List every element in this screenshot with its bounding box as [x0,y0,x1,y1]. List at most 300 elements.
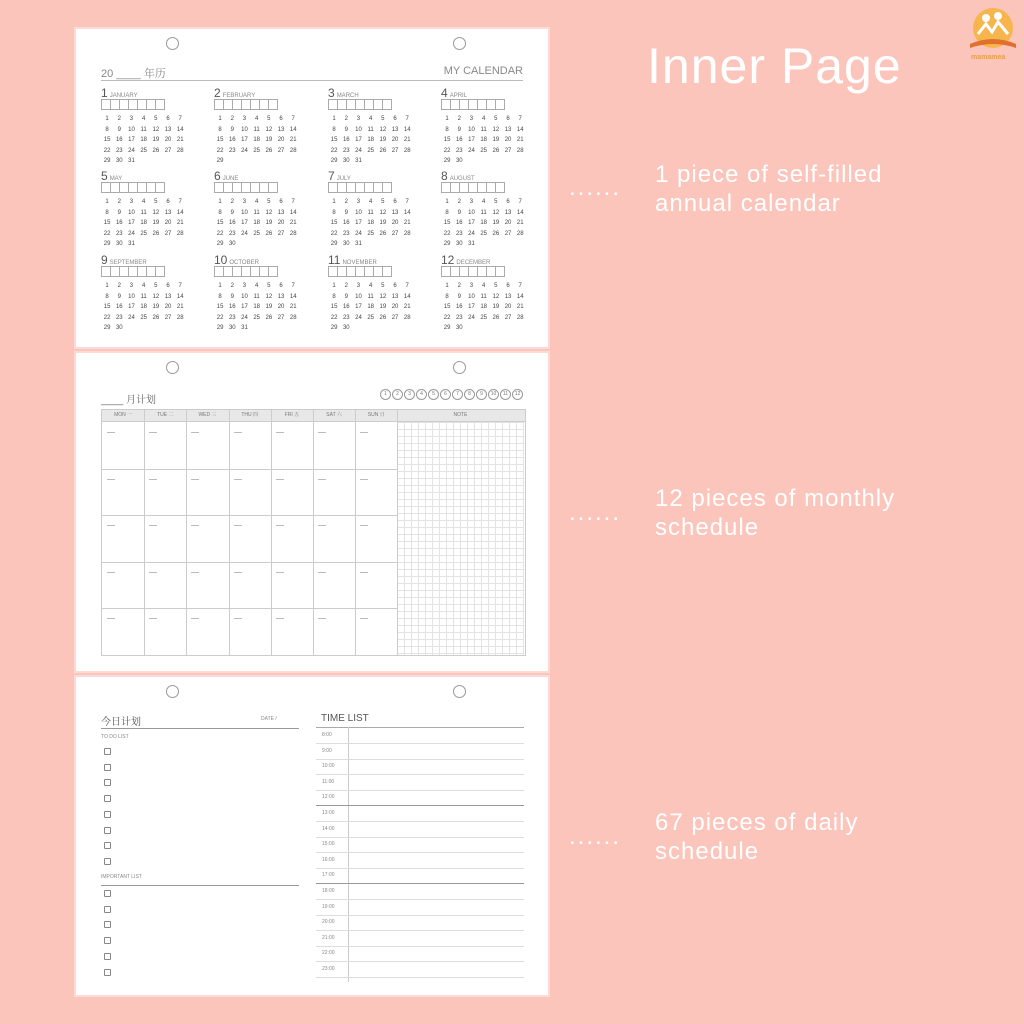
day-number: 23 [115,314,123,321]
grid-column-line [186,410,187,655]
time-row-line [316,743,524,744]
day-number: 28 [289,230,297,237]
month-name: APRIL [449,93,468,99]
day-number: 24 [128,147,135,154]
day-number: 10 [355,126,362,133]
monthly-grid [101,409,526,656]
fill-in-boxes [101,266,191,278]
day-number: 26 [152,147,160,154]
day-number: 17 [241,304,248,310]
month-circle: 3 [404,389,415,400]
day-number: 12 [152,293,160,300]
month-heading [214,251,304,267]
month-circle: 12 [512,389,523,400]
day-number: 21 [176,220,184,226]
day-number: 24 [128,230,135,237]
fill-box [268,266,278,277]
day-number: 29 [216,158,224,164]
day-number: 15 [443,304,451,310]
day-number: 1 [218,199,222,205]
month-name: OCTOBER [229,260,259,266]
date-dash [149,525,157,526]
date-dash [360,432,368,433]
day-number: 3 [469,199,474,205]
day-number: 10 [355,293,362,300]
day-number: 10 [241,293,248,300]
day-number: 22 [443,147,451,154]
day-numbers [328,198,418,249]
month-name: FEBRUARY [222,93,256,99]
day-number: 9 [344,293,348,300]
day-numbers [441,198,531,249]
fill-box [155,99,165,110]
day-number: 8 [218,209,222,216]
day-number: 22 [103,314,111,321]
day-number: 12 [152,126,160,133]
day-numbers [441,282,531,333]
day-number: 1 [445,199,449,205]
fill-in-boxes [214,182,304,194]
day-number: 23 [228,147,236,154]
day-number: 18 [480,220,487,226]
fill-box [268,99,278,110]
month-circle: 8 [464,389,475,400]
date-dash [360,479,368,480]
day-number: 19 [492,137,500,143]
day-number: 19 [265,137,273,143]
month-block [441,251,531,333]
time-row-line [316,977,524,978]
time-row-line [316,852,524,853]
day-number: 6 [279,116,283,122]
binder-hole [453,37,466,50]
caption-daily [655,808,858,866]
day-number: 8 [332,126,336,133]
month-name: DECEMBER [456,260,491,266]
todo-label: TO DO LIST [101,734,129,740]
grid-column-line [229,410,230,655]
day-number: 27 [164,314,172,321]
day-number: 11 [367,209,374,216]
day-number: 21 [403,137,411,143]
day-number: 28 [403,230,411,237]
day-number: 25 [367,314,374,321]
day-number: 1 [445,116,449,122]
day-number: 30 [342,158,350,164]
day-number: 8 [105,209,109,216]
month-name: MAY [109,176,123,182]
grid-row-line [102,469,397,470]
month-heading [214,167,304,183]
todo-checkbox [104,842,111,849]
day-number: 20 [504,220,512,226]
day-number: 14 [403,126,411,133]
day-number: 5 [494,199,498,205]
monthly-schedule-page [76,353,548,671]
my-calendar-label: MY CALENDAR [443,65,523,77]
day-number: 5 [154,283,158,289]
day-number: 18 [140,220,147,226]
day-number: 9 [117,293,121,300]
weekday-label: FRI 五 [284,412,300,418]
time-label: 11:00 [322,778,335,785]
annual-calendar-page [76,29,548,347]
day-number: 15 [103,220,111,226]
day-number: 8 [445,126,449,133]
day-number: 20 [164,220,172,226]
day-number: 25 [480,314,487,321]
day-number: 28 [176,147,184,154]
day-number: 9 [457,293,461,300]
day-number: 18 [367,137,374,143]
time-label: 15:00 [322,841,335,848]
caption-line: schedule [655,838,760,865]
day-number: 30 [115,158,123,164]
day-number: 22 [443,314,451,321]
day-number: 13 [164,293,172,300]
note-label: NOTE [453,412,468,418]
day-number: 29 [216,325,224,331]
day-number: 29 [103,325,111,331]
day-number: 7 [178,199,182,205]
month-name: AUGUST [449,176,475,182]
day-number: 2 [117,283,121,289]
day-number: 11 [480,293,487,300]
time-row-line [316,821,524,822]
day-number: 14 [289,293,297,300]
important-checkbox [104,937,111,944]
day-number: 7 [518,283,522,289]
day-number: 26 [492,147,500,154]
day-number: 19 [379,137,387,143]
month-block [101,167,191,249]
month-heading [441,251,531,267]
month-heading [101,84,191,100]
day-number: 14 [289,126,297,133]
day-number: 11 [140,209,147,216]
day-number: 10 [128,293,135,300]
day-number: 19 [379,220,387,226]
day-number: 19 [152,137,160,143]
day-number: 28 [289,147,297,154]
day-number: 30 [228,325,236,331]
month-circle: 6 [440,389,451,400]
day-number: 10 [128,209,135,216]
time-label: 14:00 [322,825,335,832]
day-number: 12 [265,126,273,133]
grid-column-line [313,410,314,655]
day-number: 4 [141,116,146,122]
time-label: 8:00 [322,732,332,738]
fill-in-boxes [441,99,531,111]
day-number: 31 [128,158,135,164]
day-number: 20 [164,304,172,310]
date-dash [234,525,242,526]
month-number: 9 [101,253,108,267]
day-number: 13 [277,209,285,216]
date-dash [318,432,326,433]
grid-column-line [397,410,398,655]
day-number: 17 [355,220,362,226]
day-number: 15 [330,137,338,143]
time-label: 21:00 [322,934,335,941]
day-numbers [441,115,531,166]
date-dash [318,572,326,573]
binder-hole [166,685,179,698]
important-label: IMPORTANT LIST [101,874,142,880]
day-number: 30 [228,241,236,247]
fill-box [382,182,392,193]
day-number: 24 [355,147,362,154]
day-number: 3 [129,116,134,122]
day-number: 16 [455,137,463,143]
date-dash [234,618,242,619]
weekday-label: MON 一 [114,412,133,418]
day-number: 6 [279,199,283,205]
month-block [441,167,531,249]
day-number: 11 [253,126,260,133]
month-circle: 11 [500,389,511,400]
day-numbers [101,115,191,166]
time-row-line [316,915,524,916]
day-number: 10 [241,126,248,133]
day-number: 31 [355,241,362,247]
day-number: 13 [391,209,399,216]
month-name: MARCH [336,93,359,99]
day-number: 22 [216,314,224,321]
day-number: 25 [367,230,374,237]
day-number: 10 [355,209,362,216]
day-number: 5 [154,116,158,122]
date-dash [107,618,115,619]
day-number: 23 [455,230,463,237]
day-number: 26 [492,314,500,321]
day-number: 18 [480,304,487,310]
day-number: 1 [218,283,222,289]
day-number: 6 [393,283,397,289]
day-number: 29 [103,241,111,247]
day-number: 28 [176,314,184,321]
day-number: 21 [289,304,297,310]
day-number: 17 [355,304,362,310]
day-number: 15 [330,220,338,226]
day-number: 13 [504,209,512,216]
day-number: 4 [481,283,486,289]
month-block [101,251,191,333]
grid-column-line [144,410,145,655]
time-row-line [316,790,524,791]
day-number: 12 [379,209,387,216]
day-number: 30 [115,241,123,247]
day-number: 2 [344,283,348,289]
day-number: 1 [332,116,336,122]
day-number: 8 [332,209,336,216]
date-dash [360,525,368,526]
day-number: 27 [504,230,512,237]
todo-checkbox [104,858,111,865]
day-number: 24 [468,230,475,237]
day-number: 11 [140,293,147,300]
day-number: 8 [105,293,109,300]
month-number: 5 [101,169,108,183]
day-number: 18 [253,304,260,310]
day-number: 29 [330,241,338,247]
day-number: 17 [468,304,475,310]
day-number: 17 [241,220,248,226]
day-number: 25 [480,147,487,154]
headline: Inner Page [647,38,902,94]
day-number: 26 [379,314,387,321]
day-number: 22 [330,147,338,154]
day-number: 19 [492,304,500,310]
month-number: 10 [214,253,228,267]
month-number: 3 [328,86,335,100]
day-number: 28 [176,230,184,237]
fill-box [382,266,392,277]
day-number: 2 [344,199,348,205]
day-number: 21 [403,220,411,226]
day-number: 13 [277,293,285,300]
caption-line: 1 piece of self-filled [655,161,883,188]
day-number: 25 [253,147,260,154]
day-number: 21 [403,304,411,310]
day-number: 11 [367,293,374,300]
day-number: 20 [504,137,512,143]
day-number: 9 [230,209,234,216]
day-number: 14 [176,126,184,133]
date-dash [234,572,242,573]
day-numbers [328,115,418,166]
day-number: 20 [391,304,399,310]
day-number: 1 [105,116,109,122]
binder-hole [166,361,179,374]
day-number: 24 [355,314,362,321]
day-number: 28 [516,314,524,321]
day-number: 8 [218,126,222,133]
day-number: 26 [265,230,273,237]
day-number: 11 [480,209,487,216]
day-number: 31 [128,241,135,247]
day-number: 14 [403,293,411,300]
day-number: 30 [455,325,463,331]
date-dash [276,525,284,526]
time-row-line [316,899,524,900]
month-block [214,167,304,249]
fill-box [382,99,392,110]
grid-row-line [102,515,397,516]
day-number: 13 [164,209,172,216]
date-dash [234,432,242,433]
grid-row-line [102,608,397,609]
day-number: 22 [443,230,451,237]
day-number: 17 [128,304,135,310]
month-block [441,84,531,166]
day-number: 13 [391,293,399,300]
day-number: 18 [140,137,147,143]
day-number: 15 [330,304,338,310]
date-dash [360,618,368,619]
day-number: 6 [393,199,397,205]
day-number: 11 [253,293,260,300]
day-number: 3 [242,283,247,289]
day-number: 29 [330,325,338,331]
day-number: 16 [115,137,123,143]
day-number: 7 [405,199,409,205]
day-number: 2 [457,199,461,205]
day-number: 2 [230,116,234,122]
day-number: 23 [342,147,350,154]
month-circle: 4 [416,389,427,400]
day-number: 6 [166,116,170,122]
time-label: 20:00 [322,919,335,926]
date-dash [276,618,284,619]
day-number: 27 [504,147,512,154]
date-dash [318,479,326,480]
month-number: 12 [441,253,455,267]
day-number: 31 [355,158,362,164]
date-dash [276,572,284,573]
day-number: 22 [330,314,338,321]
day-number: 10 [128,126,135,133]
day-number: 29 [216,241,224,247]
month-number: 1 [101,86,108,100]
grid-column-line [355,410,356,655]
date-dash [107,525,115,526]
month-circle: 2 [392,389,403,400]
month-number: 7 [328,169,335,183]
day-number: 20 [391,220,399,226]
date-dash [107,572,115,573]
day-number: 18 [367,220,374,226]
month-block [328,251,418,333]
important-checkbox [104,921,111,928]
day-number: 24 [241,230,248,237]
day-number: 9 [117,209,121,216]
fill-in-boxes [328,182,418,194]
day-number: 10 [468,209,475,216]
day-number: 2 [457,116,461,122]
day-number: 1 [105,283,109,289]
binder-hole [166,37,179,50]
weekday-label: SAT 六 [326,412,342,418]
day-number: 16 [228,304,236,310]
month-name: JUNE [222,176,239,182]
day-number: 19 [152,220,160,226]
day-number: 22 [103,230,111,237]
day-number: 20 [164,137,172,143]
day-number: 13 [504,293,512,300]
day-number: 27 [277,230,285,237]
fill-in-boxes [101,182,191,194]
day-number: 10 [468,293,475,300]
todo-checkbox [104,779,111,786]
day-number: 3 [129,283,134,289]
day-number: 3 [356,283,361,289]
day-number: 10 [241,209,248,216]
day-number: 23 [455,147,463,154]
time-row-line [316,759,524,760]
date-dash [149,479,157,480]
day-number: 5 [494,116,498,122]
month-number: 4 [441,86,448,100]
time-label: 18:00 [322,888,335,894]
date-dash [191,618,199,619]
day-number: 26 [152,314,160,321]
day-number: 13 [164,126,172,133]
day-number: 2 [117,116,121,122]
date-dash [191,432,199,433]
day-number: 12 [265,293,273,300]
